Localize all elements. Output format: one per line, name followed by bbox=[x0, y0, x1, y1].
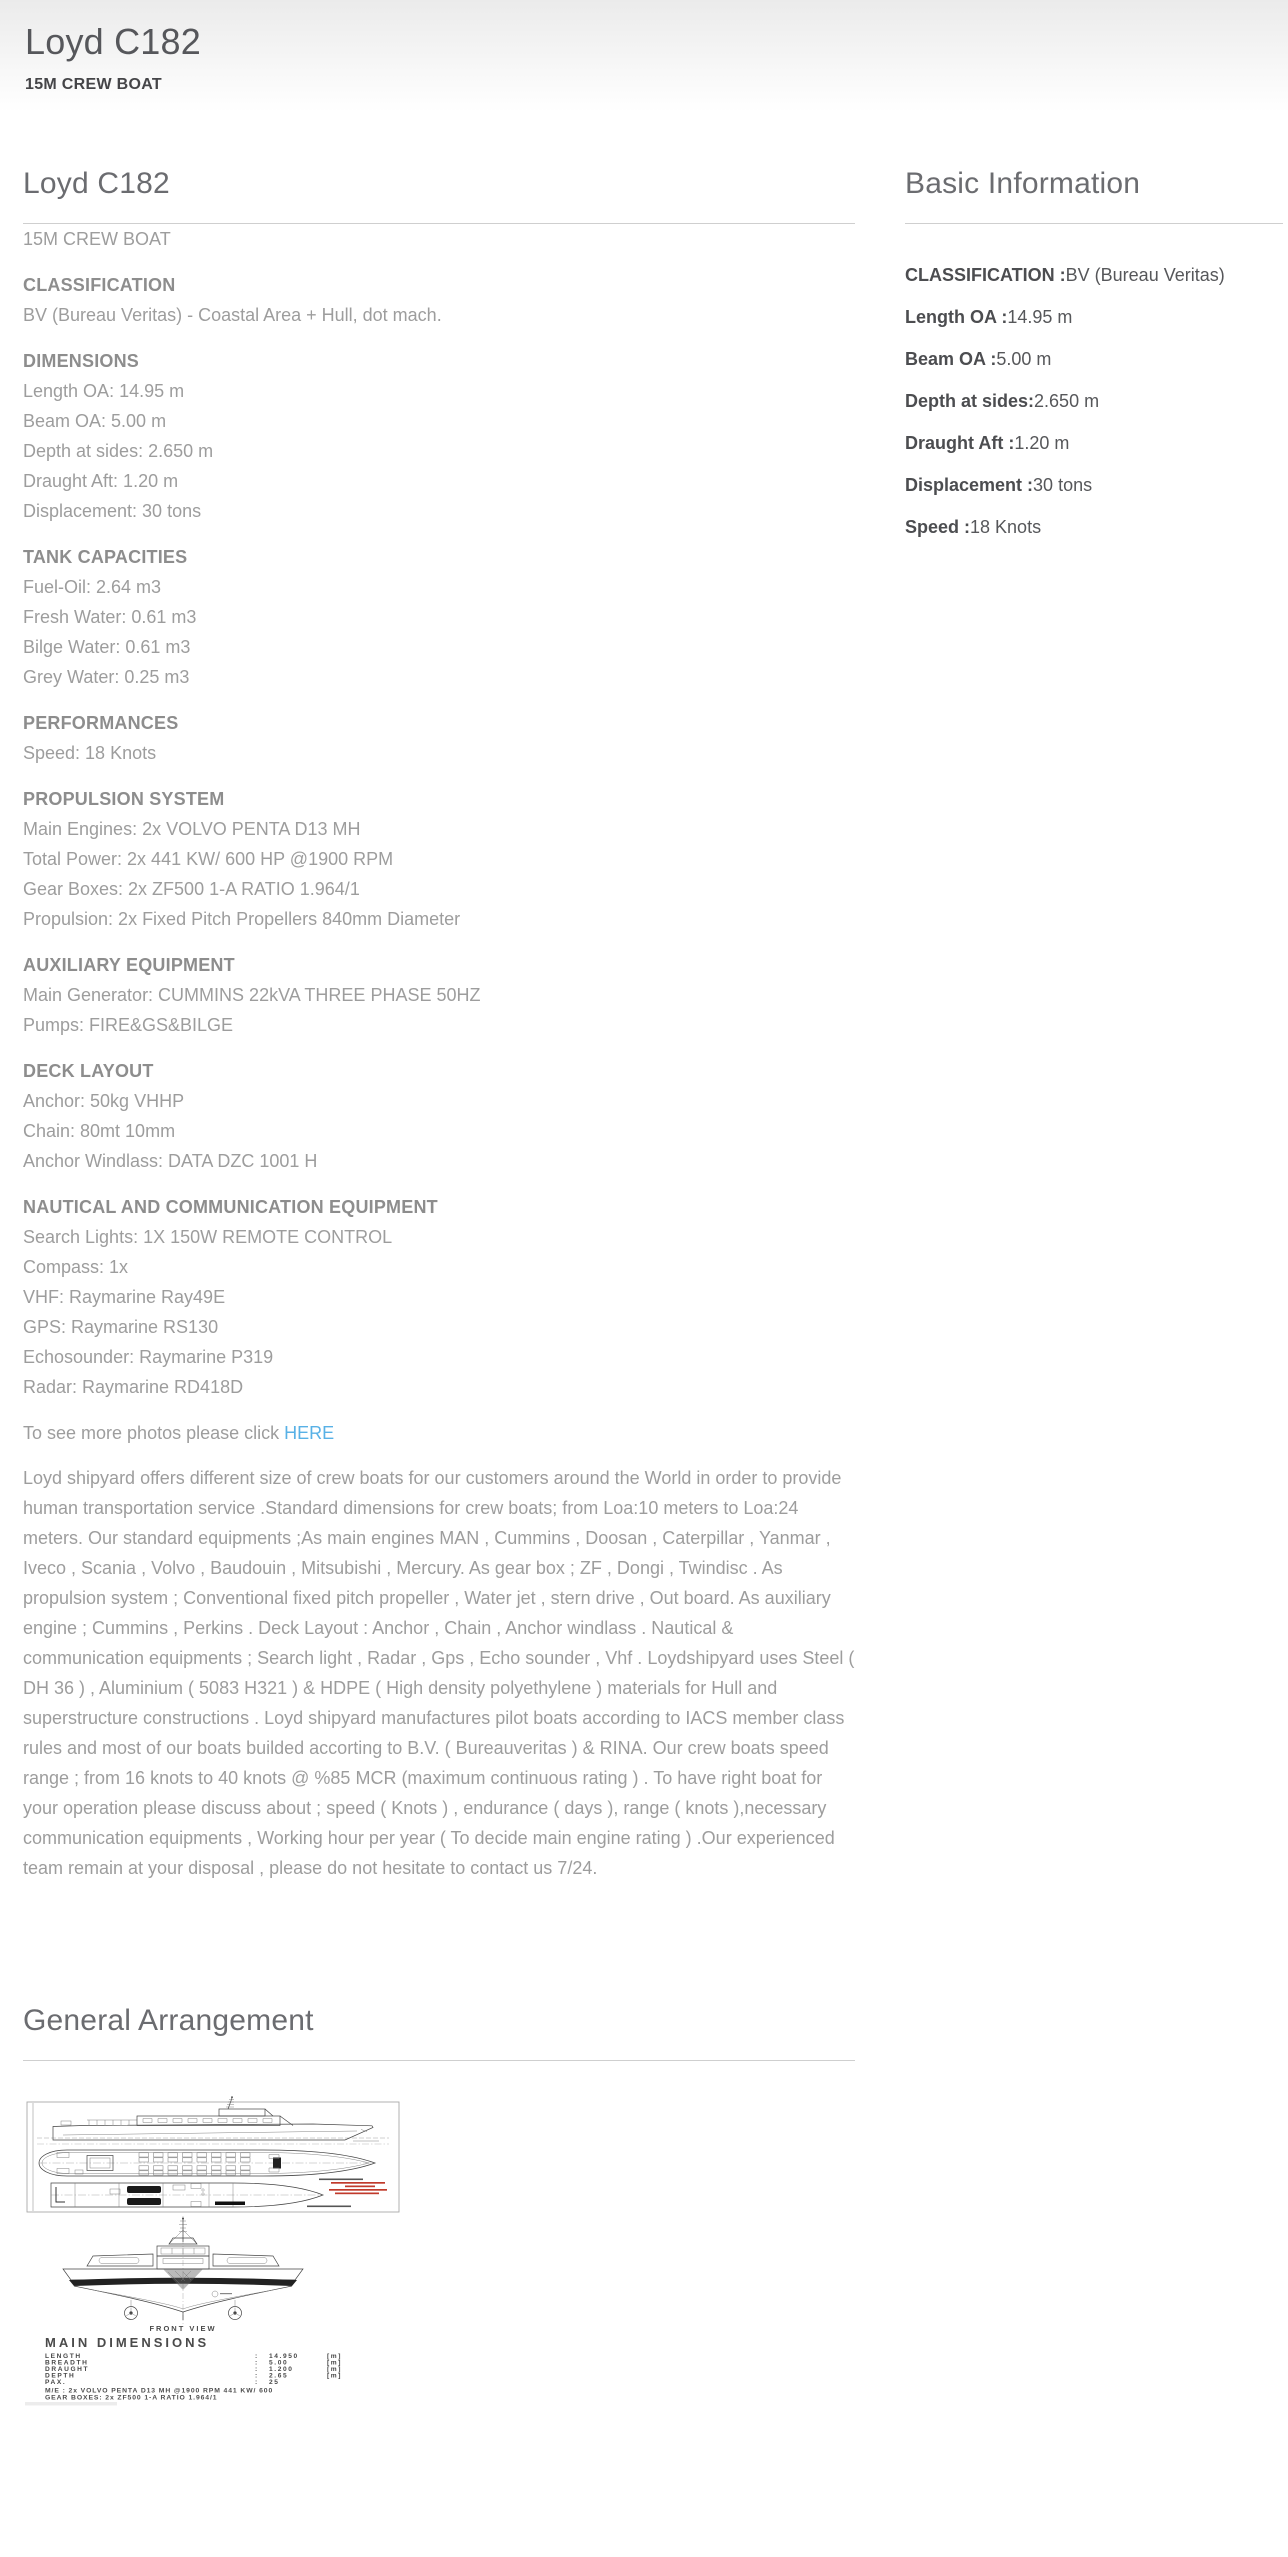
dim-colon: : bbox=[255, 2372, 259, 2380]
dim-label: BREADTH bbox=[45, 2359, 89, 2367]
basic-info-column bbox=[905, 168, 1283, 2406]
intro-line: 15M CREW BOAT bbox=[23, 229, 171, 249]
spec-line: VHF: Raymarine Ray49E bbox=[23, 1287, 226, 1307]
dim-value: 5.00 bbox=[269, 2359, 289, 2367]
info-value: BV (Bureau Veritas) bbox=[1065, 265, 1225, 285]
dim-value: 2.65 bbox=[269, 2372, 289, 2380]
section-heading: DIMENSIONS bbox=[23, 351, 140, 371]
info-item-speed bbox=[905, 506, 1283, 548]
spec-line: Depth at sides: 2.650 m bbox=[23, 441, 214, 461]
info-value: 2.650 m bbox=[1034, 391, 1100, 411]
info-label: Draught Aft : bbox=[905, 433, 1015, 453]
info-item-classification bbox=[905, 254, 1283, 296]
spec-section-deck-layout bbox=[23, 1056, 855, 1176]
divider bbox=[23, 2060, 855, 2061]
page-subtitle: 15M CREW BOAT bbox=[25, 76, 162, 93]
info-value: 1.20 m bbox=[1014, 433, 1070, 453]
spec-section-tank-capacities bbox=[23, 542, 855, 692]
info-value: 14.95 m bbox=[1007, 307, 1073, 327]
spec-line: Propulsion: 2x Fixed Pitch Propellers 840mm Diameter bbox=[23, 909, 461, 929]
spec-line: Displacement: 30 tons bbox=[23, 501, 202, 521]
dim-label: DEPTH bbox=[45, 2372, 76, 2380]
info-label: Displacement : bbox=[905, 475, 1034, 495]
main-dimensions-table bbox=[45, 2353, 342, 2386]
info-label: CLASSIFICATION : bbox=[905, 265, 1066, 285]
spec-section-performances bbox=[23, 708, 855, 768]
info-label: Length OA : bbox=[905, 307, 1008, 327]
page-title: Loyd C182 bbox=[25, 21, 201, 62]
drawing-scale-strip bbox=[25, 2402, 117, 2406]
dim-unit: [m] bbox=[327, 2353, 343, 2360]
section-heading: DECK LAYOUT bbox=[23, 1061, 154, 1081]
spec-line: Length OA: 14.95 m bbox=[23, 381, 185, 401]
spec-line: Grey Water: 0.25 m3 bbox=[23, 667, 190, 687]
propeller-starboard bbox=[229, 2300, 242, 2320]
spec-line: Fuel-Oil: 2.64 m3 bbox=[23, 577, 162, 597]
engine-note-2: GEAR BOXES: 2x ZF500 1-A RATIO 1.964/1 bbox=[45, 2394, 218, 2402]
info-label: Depth at sides: bbox=[905, 391, 1035, 411]
spec-line: Bilge Water: 0.61 m3 bbox=[23, 637, 191, 657]
info-value: 18 Knots bbox=[970, 517, 1042, 537]
spec-line: Main Generator: CUMMINS 22kVA THREE PHASE 50HZ bbox=[23, 985, 481, 1005]
front-view bbox=[63, 2216, 303, 2325]
section-heading: TANK CAPACITIES bbox=[23, 547, 188, 567]
section-heading: NAUTICAL AND COMMUNICATION EQUIPMENT bbox=[23, 1197, 438, 1217]
info-item-depth-at-sides bbox=[905, 380, 1283, 422]
spec-line: Total Power: 2x 441 KW/ 600 HP @1900 RPM bbox=[23, 849, 394, 869]
basic-info-title: Basic Information bbox=[905, 167, 1141, 200]
page-header bbox=[0, 0, 1288, 112]
general-arrangement-title: General Arrangement bbox=[23, 2004, 314, 2037]
about-paragraph: Loyd shipyard offers different size of crew boats for our customers around the World in order to provide human transportation service .Standard dimensions for crew boats; from Loa:10 meters to Loa:24 meters. Our standard equipments ;As main engines MAN , Cummins , Doosan , Caterpillar , Yanmar , Iveco , Scania , Volvo , Baudouin , Mitsubishi , Mercury. As gear box ; ZF , Dongi , Twindisc . As propulsion system ; Conventional fixed pitch propeller , Water jet , stern drive , Out board. As auxiliary engine ; Cummins , Perkins . Deck Layout : Anchor , Chain , Anchor windlass . Nautical & communication equipments ; Search light , Radar , Gps , Echo sounder , Vhf . Loydshipyard uses Steel ( DH 36 ) , Aluminium ( 5083 H321 ) & HDPE ( High density polyethylene ) materials for Hull and superstructure constructions . Loyd shipyard manufactures pilot boats according to IACS member class rules and most of our boats builded accorting to B.V. ( Bureauveritas ) & RINA. Our crew boats speed range ; from 16 knots to 40 knots @ %85 MCR (maximum continuous rating ) . To have right boat for your operation please discuss about ; speed ( Knots ) , endurance ( days ), range ( knots ),necessary communication equipments , Working hour per year ( To decide main engine rating ) .Our experienced team remain at your disposal , please do not hesitate to contact us 7/24. bbox=[23, 1468, 855, 1878]
basic-info-list bbox=[905, 254, 1283, 548]
dim-colon: : bbox=[255, 2366, 259, 2373]
spec-line: Radar: Raymarine RD418D bbox=[23, 1377, 244, 1397]
dim-value: 25 bbox=[269, 2379, 280, 2386]
spec-line: Fresh Water: 0.61 m3 bbox=[23, 607, 197, 627]
section-heading: PROPULSION SYSTEM bbox=[23, 789, 225, 809]
dim-label: LENGTH bbox=[45, 2353, 82, 2360]
spec-section-nautical bbox=[23, 1192, 855, 1402]
info-value: 5.00 m bbox=[996, 349, 1052, 369]
photos-here-link[interactable]: HERE bbox=[284, 1423, 335, 1443]
spec-section-dimensions bbox=[23, 346, 855, 526]
spec-line: Pumps: FIRE&GS&BILGE bbox=[23, 1015, 234, 1035]
info-label: Speed : bbox=[905, 517, 971, 537]
spec-line: Anchor: 50kg VHHP bbox=[23, 1091, 185, 1111]
spec-line: Gear Boxes: 2x ZF500 1-A RATIO 1.964/1 bbox=[23, 879, 360, 899]
spec-line: Beam OA: 5.00 m bbox=[23, 411, 167, 431]
dim-label: DRAUGHT bbox=[45, 2366, 90, 2373]
engine-note-1: M/E : 2x VOLVO PENTA D13 MH @1900 RPM 441 KW/ 600 bbox=[45, 2387, 274, 2395]
spec-line: GPS: Raymarine RS130 bbox=[23, 1317, 219, 1337]
spec-line: Chain: 80mt 10mm bbox=[23, 1121, 176, 1141]
spec-section-auxiliary bbox=[23, 950, 855, 1040]
spec-line: Search Lights: 1X 150W REMOTE CONTROL bbox=[23, 1227, 393, 1247]
dim-label: PAX. bbox=[45, 2379, 67, 2386]
info-item-length-oa bbox=[905, 296, 1283, 338]
spec-line: Speed: 18 Knots bbox=[23, 743, 157, 763]
main-dimensions-title: MAIN DIMENSIONS bbox=[45, 2335, 210, 2350]
section-heading: AUXILIARY EQUIPMENT bbox=[23, 955, 235, 975]
spec-line: Main Engines: 2x VOLVO PENTA D13 MH bbox=[23, 819, 361, 839]
general-arrangement-drawing bbox=[23, 2094, 405, 2406]
dim-colon: : bbox=[255, 2379, 259, 2386]
spec-column bbox=[23, 168, 855, 2406]
spec-section-propulsion bbox=[23, 784, 855, 934]
spec-line: BV (Bureau Veritas) - Coastal Area + Hull, dot mach. bbox=[23, 305, 442, 325]
dim-value: 14.950 bbox=[269, 2353, 299, 2360]
info-item-displacement bbox=[905, 464, 1283, 506]
divider bbox=[905, 223, 1283, 224]
info-value: 30 tons bbox=[1033, 475, 1093, 495]
spec-line: Echosounder: Raymarine P319 bbox=[23, 1347, 274, 1367]
spec-line: Draught Aft: 1.20 m bbox=[23, 471, 179, 491]
spec-column-title: Loyd C182 bbox=[23, 167, 170, 200]
info-label: Beam OA : bbox=[905, 349, 997, 369]
dim-unit: [m] bbox=[327, 2366, 343, 2373]
info-item-draught-aft bbox=[905, 422, 1283, 464]
spec-line: Anchor Windlass: DATA DZC 1001 H bbox=[23, 1151, 318, 1171]
section-heading: CLASSIFICATION bbox=[23, 275, 176, 295]
spec-line: Compass: 1x bbox=[23, 1257, 129, 1277]
dim-unit: [m] bbox=[327, 2372, 343, 2380]
front-view-label: FRONT VIEW bbox=[149, 2324, 217, 2333]
general-arrangement-section bbox=[23, 2005, 855, 2406]
dim-unit: [m] bbox=[327, 2359, 343, 2367]
section-heading: PERFORMANCES bbox=[23, 713, 179, 733]
dim-value: 1.200 bbox=[269, 2366, 294, 2373]
photos-line bbox=[23, 1418, 855, 1448]
photos-text: To see more photos please click bbox=[23, 1423, 285, 1443]
dim-colon: : bbox=[255, 2353, 259, 2360]
propeller-port bbox=[125, 2300, 138, 2320]
info-item-beam-oa bbox=[905, 338, 1283, 380]
spec-section-classification bbox=[23, 270, 855, 330]
dim-colon: : bbox=[255, 2359, 259, 2367]
main-content bbox=[0, 112, 1288, 2406]
